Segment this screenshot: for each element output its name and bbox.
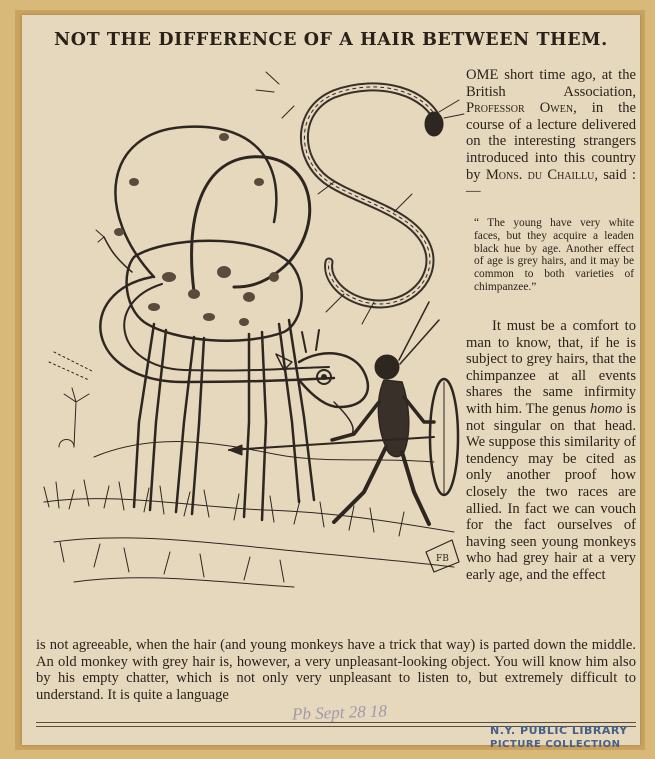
paragraph-text: , said :— [466, 166, 636, 200]
engraving-illustration [34, 62, 468, 617]
dropcap-continuation: OME [466, 67, 499, 83]
stamp-line-2: PICTURE COLLECTION [490, 739, 621, 750]
block-quote: “ The young have very white faces, but they acquire a leaden black hue by age. Another effect of age is grey hairs, and it may be common to both varieties of chimpanzee.” [474, 217, 634, 293]
artist-monogram-text: FB [436, 554, 449, 564]
library-stamp [490, 724, 628, 752]
grass-ground [44, 480, 454, 587]
column-paragraph-2 [466, 318, 636, 584]
italic-term: homo [590, 400, 623, 417]
page-title: NOT THE DIFFERENCE OF A HAIR BETWEEN THEM. [54, 30, 608, 50]
paragraph-text: , in the course of a lecture delivered on the interesting strangers introduced into this country by [466, 100, 636, 183]
paragraph-text: is not singular on that head. We suppose this similarity of tendency may be cited as only another proof how closely the two races are allied. In fact we can vouch for the fact ourselves of having seen young monkeys who had grey hair at a very early age, and the effect [466, 400, 636, 583]
person-name: Professor Owen [466, 100, 574, 117]
stamp-line-1: N.Y. PUBLIC LIBRARY [490, 724, 628, 737]
pencil-annotation: Pb Sept 28 18 [291, 701, 388, 724]
column-paragraph-1 [466, 67, 636, 200]
paragraph-text: It must be a comfort to man to know, that, if he is subject to grey hairs, that the chimpanzee at all events shares the same infirmity with him. The genus [466, 318, 636, 417]
full-width-paragraph: is not agreeable, when the hair (and young monkeys have a trick that way) is parted down the middle. An old monkey with grey hair is, however, a very unpleasant-looking object. You will know him also by his empty chatter, which is not only very unpleasant to listen to, but extremely difficult to understand. It is quite a language [36, 637, 636, 703]
person-name: Mons. du Chaillu [485, 166, 595, 183]
snake-dropcap-icon [256, 72, 464, 324]
paragraph-text: short time ago, at the British Association, [466, 67, 636, 100]
